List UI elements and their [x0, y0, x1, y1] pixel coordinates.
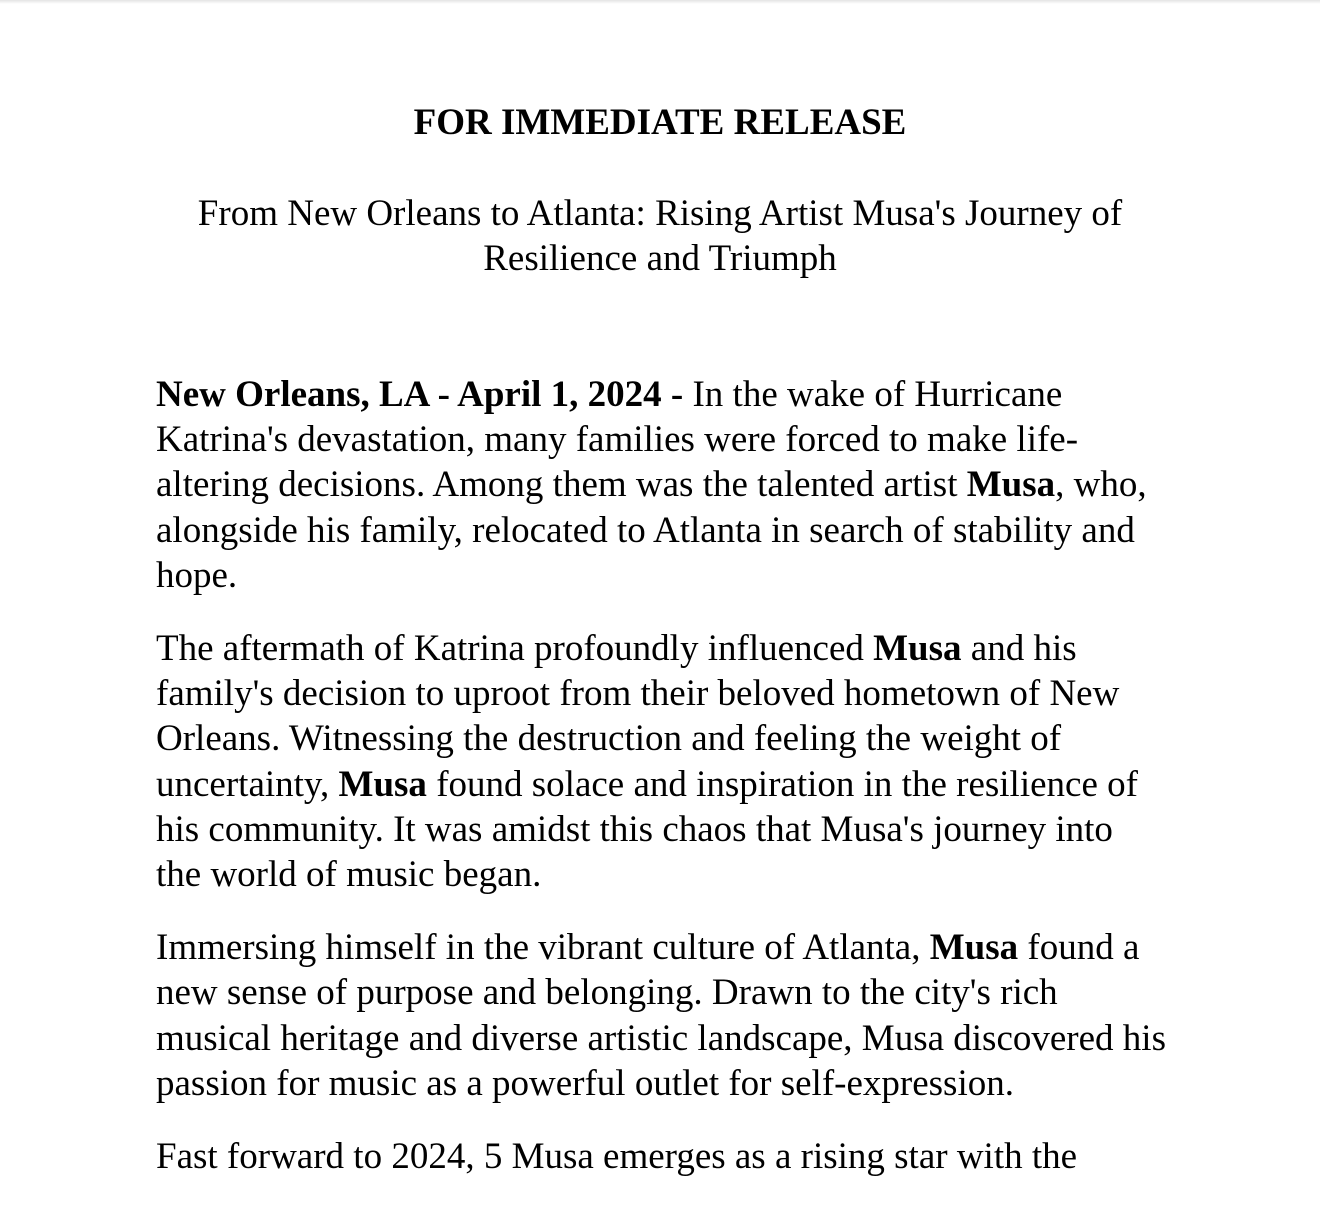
dateline: New Orleans, LA - April 1, 2024 - [156, 374, 684, 415]
release-label: FOR IMMEDIATE RELEASE [413, 102, 907, 143]
body-text [156, 372, 1166, 1207]
headline: From New Orleans to Atlanta: Rising Artist Musa's Journey of Resilience and Triumph [197, 193, 1123, 279]
artist-name: Musa [338, 763, 427, 805]
paragraph-text: In the wake of Hurricane Katrina's devastation, many families were forced to make life-altering decisions. Among them was the talented artist [156, 374, 1079, 506]
paragraph-4 [156, 1134, 1166, 1179]
artist-name: Musa [929, 927, 1019, 969]
paragraph-1 [156, 372, 1166, 598]
paragraph-text: , who, alongside his family, relocated to Atlanta in search of stability and hope. [156, 464, 1147, 596]
artist-name: Musa [966, 464, 1056, 506]
paragraph-3 [156, 925, 1166, 1106]
paragraph-2 [156, 626, 1166, 897]
page-top-edge [0, 0, 1320, 4]
paragraph-text: found a new sense of purpose and belonging. Drawn to the city's rich musical heritage and diverse artistic landscape, Musa discovered his passion for music as a powerful outlet for self-expression. [156, 927, 1166, 1104]
paragraph-text: found solace and inspiration in the resilience of his community. It was amidst this chaos that Musa's journey into the world of music began. [156, 763, 1138, 896]
paragraph-text: The aftermath of Katrina profoundly influenced [156, 628, 874, 670]
paragraph-text: Immersing himself in the vibrant culture of Atlanta, [156, 927, 930, 969]
paragraph-text: Fast forward to 2024, 5 Musa emerges as a rising star with the [156, 1136, 1078, 1178]
paragraph-text: and his family's decision to uproot from their beloved hometown of New Orleans. Witnessing the destruction and feeling the weight of uncertainty, [156, 628, 1120, 805]
artist-name: Musa [873, 628, 962, 670]
